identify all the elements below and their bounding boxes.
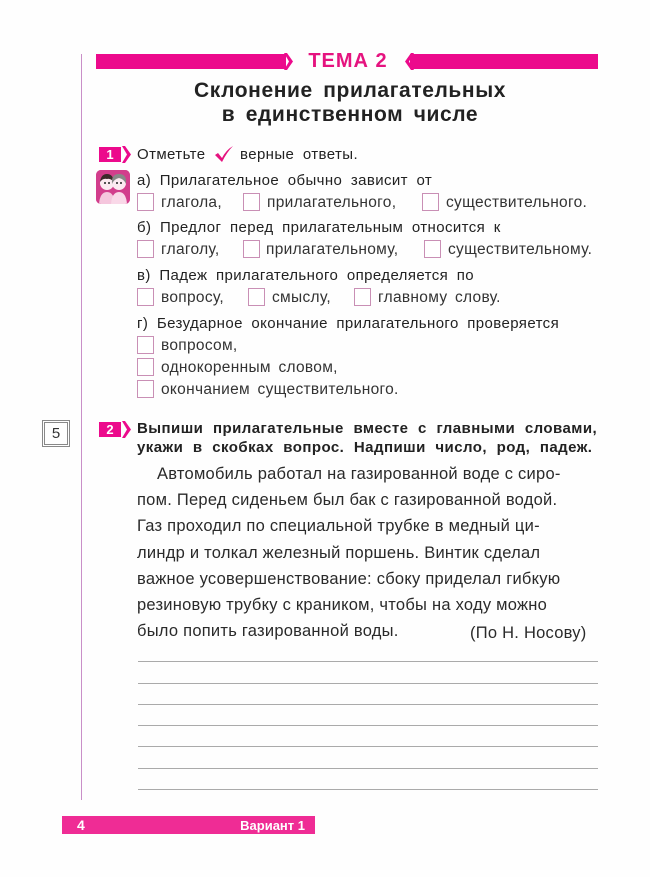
checkbox-g-2[interactable] (137, 358, 154, 376)
chevron-right-icon (284, 52, 298, 71)
option-g-1: вопросом, (161, 337, 238, 354)
badge-chevron-icon (122, 146, 132, 163)
variant-label: Вариант 1 (240, 818, 305, 833)
option-b-2: прилагательному, (266, 241, 399, 258)
option-v-1: вопросу, (161, 289, 224, 306)
checkbox-g-3[interactable] (137, 380, 154, 398)
topic-bar-left (96, 54, 286, 69)
title-line-1: Склонение прилагательных (193, 79, 507, 102)
task-1-badge: 1 (99, 147, 121, 162)
text-line: линдр и толкал железный поршень. Винтик сделал (137, 543, 541, 562)
task-2-badge: 2 (99, 422, 121, 437)
question-a-label: а) Прилагательное обычно зависит от (137, 172, 433, 189)
checkbox-v-2[interactable] (248, 288, 265, 306)
answer-line[interactable] (138, 661, 598, 662)
answer-line[interactable] (138, 683, 598, 684)
pair-work-icon (96, 170, 130, 204)
task-1-instruction-end: верные ответы. (240, 146, 359, 163)
checkbox-v-3[interactable] (354, 288, 371, 306)
answer-line[interactable] (138, 789, 598, 790)
option-v-2: смыслу, (272, 289, 331, 306)
text-line: резиновую трубку с краником, чтобы на ходу можно (137, 595, 548, 614)
task-2-instruction (137, 420, 597, 456)
checkbox-a-2[interactable] (243, 193, 260, 211)
text-source: (По Н. Носову) (470, 624, 587, 642)
option-a-2: прилагательного, (267, 194, 397, 211)
answer-line[interactable] (138, 725, 598, 726)
checkbox-b-2[interactable] (243, 240, 260, 258)
question-b-label: б) Предлог перед прилагательным относится к (137, 219, 501, 236)
answer-line[interactable] (138, 746, 598, 747)
question-g-label: г) Безударное окончание прилагательного проверяется (137, 315, 560, 332)
margin-line (81, 54, 82, 800)
text-line: было попить газированной воды. (137, 622, 399, 641)
topic-bar-right (410, 54, 598, 69)
task-2-instruction-line-2: укажи в скобках вопрос. Надпиши число, род, падеж. (137, 439, 593, 456)
checkbox-b-1[interactable] (137, 240, 154, 258)
option-g-3: окончанием существительного. (161, 381, 399, 398)
checkbox-b-3[interactable] (424, 240, 441, 258)
option-b-3: существительному. (448, 241, 593, 258)
option-a-3: существительного. (446, 194, 588, 211)
task-1-instruction: Отметьте (137, 146, 206, 163)
checkmark-icon (214, 145, 234, 163)
page-number: 4 (77, 817, 85, 833)
option-v-3: главному слову. (378, 289, 501, 306)
exercise-text (137, 461, 599, 644)
text-line: важное усовершенствование: сбоку приделал гибкую (137, 569, 561, 588)
answer-line[interactable] (138, 704, 598, 705)
option-a-1: глагола, (161, 194, 222, 211)
option-g-2: однокоренным словом, (161, 359, 338, 376)
topic-label: ТЕМА 2 (308, 50, 388, 72)
question-v-label: в) Падеж прилагательного определяется по (137, 267, 474, 284)
answer-line[interactable] (138, 768, 598, 769)
text-line: пом. Перед сиденьем был бак с газированной водой. (137, 491, 558, 510)
checkbox-a-1[interactable] (137, 193, 154, 211)
checkbox-v-1[interactable] (137, 288, 154, 306)
text-line: Газ проходил по специальной трубке в медный ци- (137, 517, 540, 536)
text-line: Автомобиль работал на газированной воде с сиро- (157, 465, 561, 483)
option-b-1: глаголу, (161, 241, 220, 258)
points-box: 5 (42, 420, 70, 447)
task-2-instruction-line-1: Выпиши прилагательные вместе с главными словами, (137, 420, 598, 437)
page-footer (62, 816, 315, 834)
page-title (100, 79, 600, 127)
checkbox-a-3[interactable] (422, 193, 439, 211)
badge-chevron-icon (122, 421, 132, 438)
title-line-2: в единственном числе (221, 103, 479, 126)
checkbox-g-1[interactable] (137, 336, 154, 354)
